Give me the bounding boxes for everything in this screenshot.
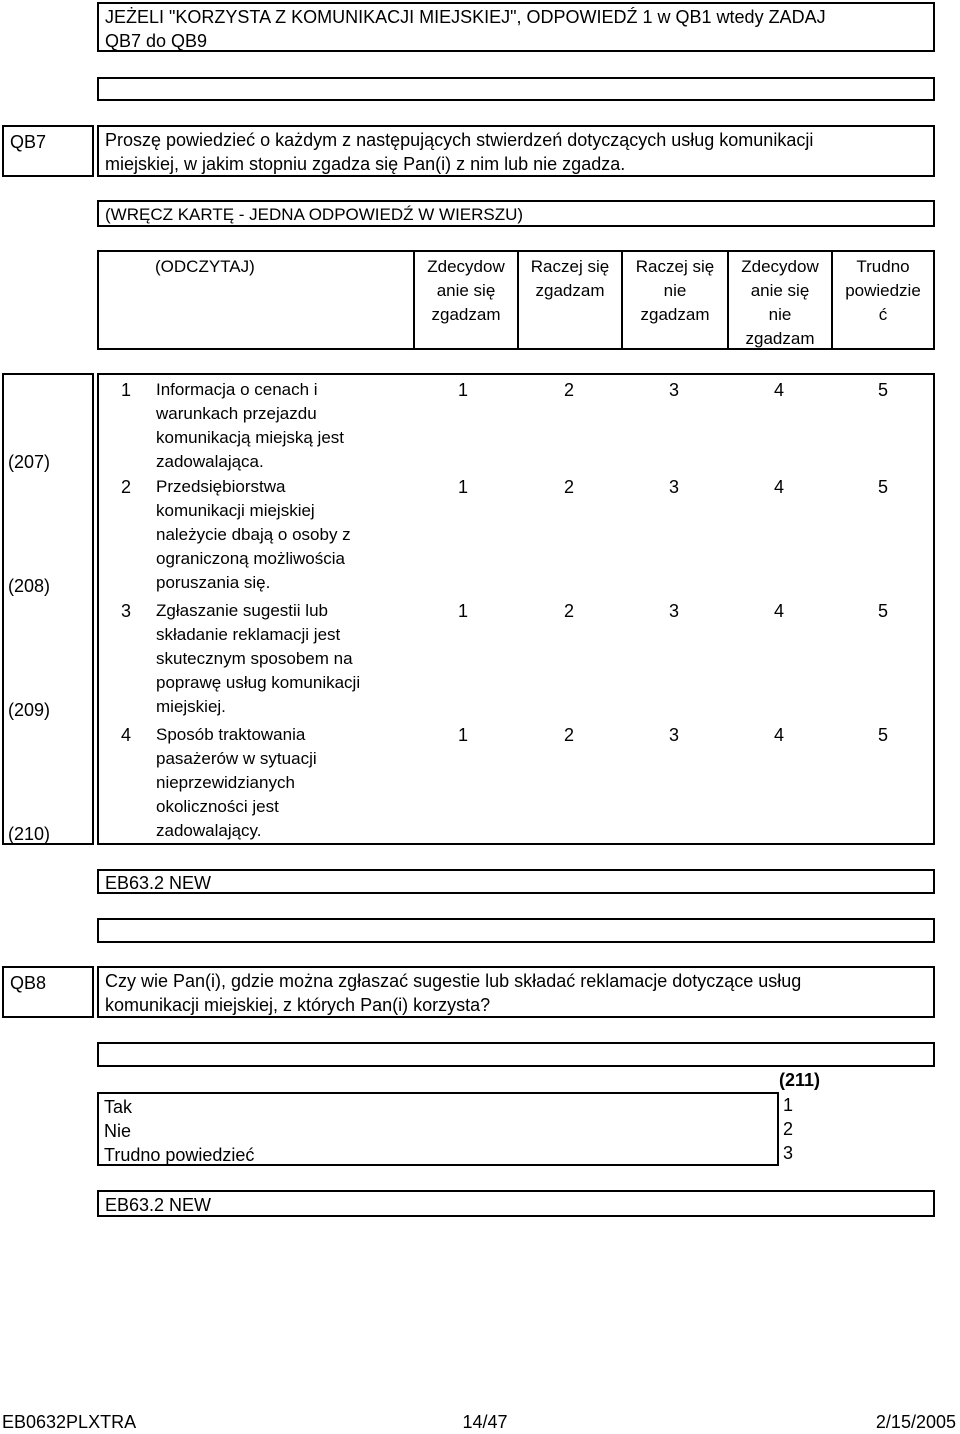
footer-page-number: 14/47 xyxy=(462,1412,508,1432)
scale-option[interactable]: 5 xyxy=(877,477,888,497)
read-label: (ODCZYTAJ) xyxy=(155,257,255,276)
header-col-strongly-disagree: Zdecydow anie się nie zgadzam xyxy=(727,252,831,348)
variable-code-207: (207) xyxy=(8,452,51,472)
scale-option[interactable]: 3 xyxy=(668,477,679,497)
answer-label-no: Nie xyxy=(104,1121,132,1141)
scale-option[interactable]: 4 xyxy=(773,601,784,621)
scale-option[interactable]: 4 xyxy=(773,725,784,745)
item-statement: Sposób traktowania pasażerów w sytuacji nieprzewidzianych okoliczności jest zadowalający. xyxy=(156,725,317,840)
item-number: 1 xyxy=(120,380,131,400)
scale-option[interactable]: 2 xyxy=(563,380,574,400)
item-statement: Przedsiębiorstwa komunikacji miejskiej należycie dbają o osoby z ograniczoną możliwościa poruszania się. xyxy=(156,477,351,592)
scale-option[interactable]: 2 xyxy=(563,477,574,497)
scale-option[interactable]: 3 xyxy=(668,725,679,745)
filter-instruction: JEŻELI "KORZYSTA Z KOMUNIKACJI MIEJSKIEJ", ODPOWIEDŹ 1 w QB1 wtedy ZADAJ QB7 do QB9 xyxy=(97,2,935,52)
scale-option[interactable]: 1 xyxy=(457,380,468,400)
scale-option[interactable]: 1 xyxy=(457,725,468,745)
answer-label-dont-know: Trudno powiedzieć xyxy=(104,1145,255,1165)
scale-option[interactable]: 5 xyxy=(877,601,888,621)
header-col-agree: Raczej się zgadzam xyxy=(517,252,621,348)
scale-option[interactable]: 3 xyxy=(668,601,679,621)
card-instruction: (WRĘCZ KARTĘ - JEDNA ODPOWIEDŹ W WIERSZU) xyxy=(97,200,935,227)
items-table xyxy=(97,373,935,845)
item-number: 4 xyxy=(120,725,131,745)
footer-doc-id: EB0632PLXTRA xyxy=(2,1412,137,1432)
routing-box xyxy=(97,77,935,101)
answer-code[interactable]: 2 xyxy=(783,1119,794,1139)
source-note-qb7: EB63.2 NEW xyxy=(97,869,935,894)
scale-option[interactable]: 3 xyxy=(668,380,679,400)
variable-code-208: (208) xyxy=(8,576,51,596)
scale-option[interactable]: 4 xyxy=(773,477,784,497)
variable-code-209: (209) xyxy=(8,700,51,720)
scale-header xyxy=(97,250,935,350)
item-statement: Zgłaszanie sugestii lub składanie reklamacji jest skutecznym sposobem na poprawę usług komunikacji miejskiej. xyxy=(156,601,361,716)
question-text-qb7: Proszę powiedzieć o każdym z następujących stwierdzeń dotyczących usług komunikacji miejskiej, w jakim stopniu zgadza się Pan(i) z nim lub nie zgadza. xyxy=(97,125,935,177)
scale-option[interactable]: 2 xyxy=(563,601,574,621)
source-note-qb8: EB63.2 NEW xyxy=(97,1190,935,1217)
question-text-qb8: Czy wie Pan(i), gdzie można zgłaszać sugestie lub składać reklamacje dotyczące usług komunikacji miejskiej, z których Pan(i) korzysta? xyxy=(97,966,935,1018)
question-id-qb7: QB7 xyxy=(2,125,94,177)
item-number: 2 xyxy=(120,477,131,497)
answer-divider xyxy=(777,1092,779,1166)
answer-code[interactable]: 1 xyxy=(783,1095,794,1115)
question-id-qb8: QB8 xyxy=(2,966,94,1018)
scale-option[interactable]: 5 xyxy=(877,380,888,400)
header-col-disagree: Raczej się nie zgadzam xyxy=(621,252,727,348)
routing-box xyxy=(97,918,935,943)
scale-option[interactable]: 1 xyxy=(457,477,468,497)
routing-box xyxy=(97,1042,935,1067)
header-col-dont-know: Trudno powiedzie ć xyxy=(831,252,933,348)
header-col-strongly-agree: Zdecydow anie się zgadzam xyxy=(413,252,517,348)
item-number: 3 xyxy=(120,601,131,621)
answer-label-yes: Tak xyxy=(104,1097,133,1117)
item-statement: Informacja o cenach i warunkach przejazdu komunikacją miejską jest zadowalająca. xyxy=(156,380,345,471)
scale-option[interactable]: 1 xyxy=(457,601,468,621)
variable-code-column xyxy=(2,373,94,845)
variable-code-210: (210) xyxy=(8,824,51,844)
scale-option[interactable]: 4 xyxy=(773,380,784,400)
answer-code[interactable]: 3 xyxy=(783,1143,794,1163)
scale-option[interactable]: 2 xyxy=(563,725,574,745)
scale-option[interactable]: 5 xyxy=(877,725,888,745)
variable-code-211: (211) xyxy=(779,1070,821,1090)
footer-date: 2/15/2005 xyxy=(875,1412,956,1432)
answer-table xyxy=(97,1092,777,1166)
